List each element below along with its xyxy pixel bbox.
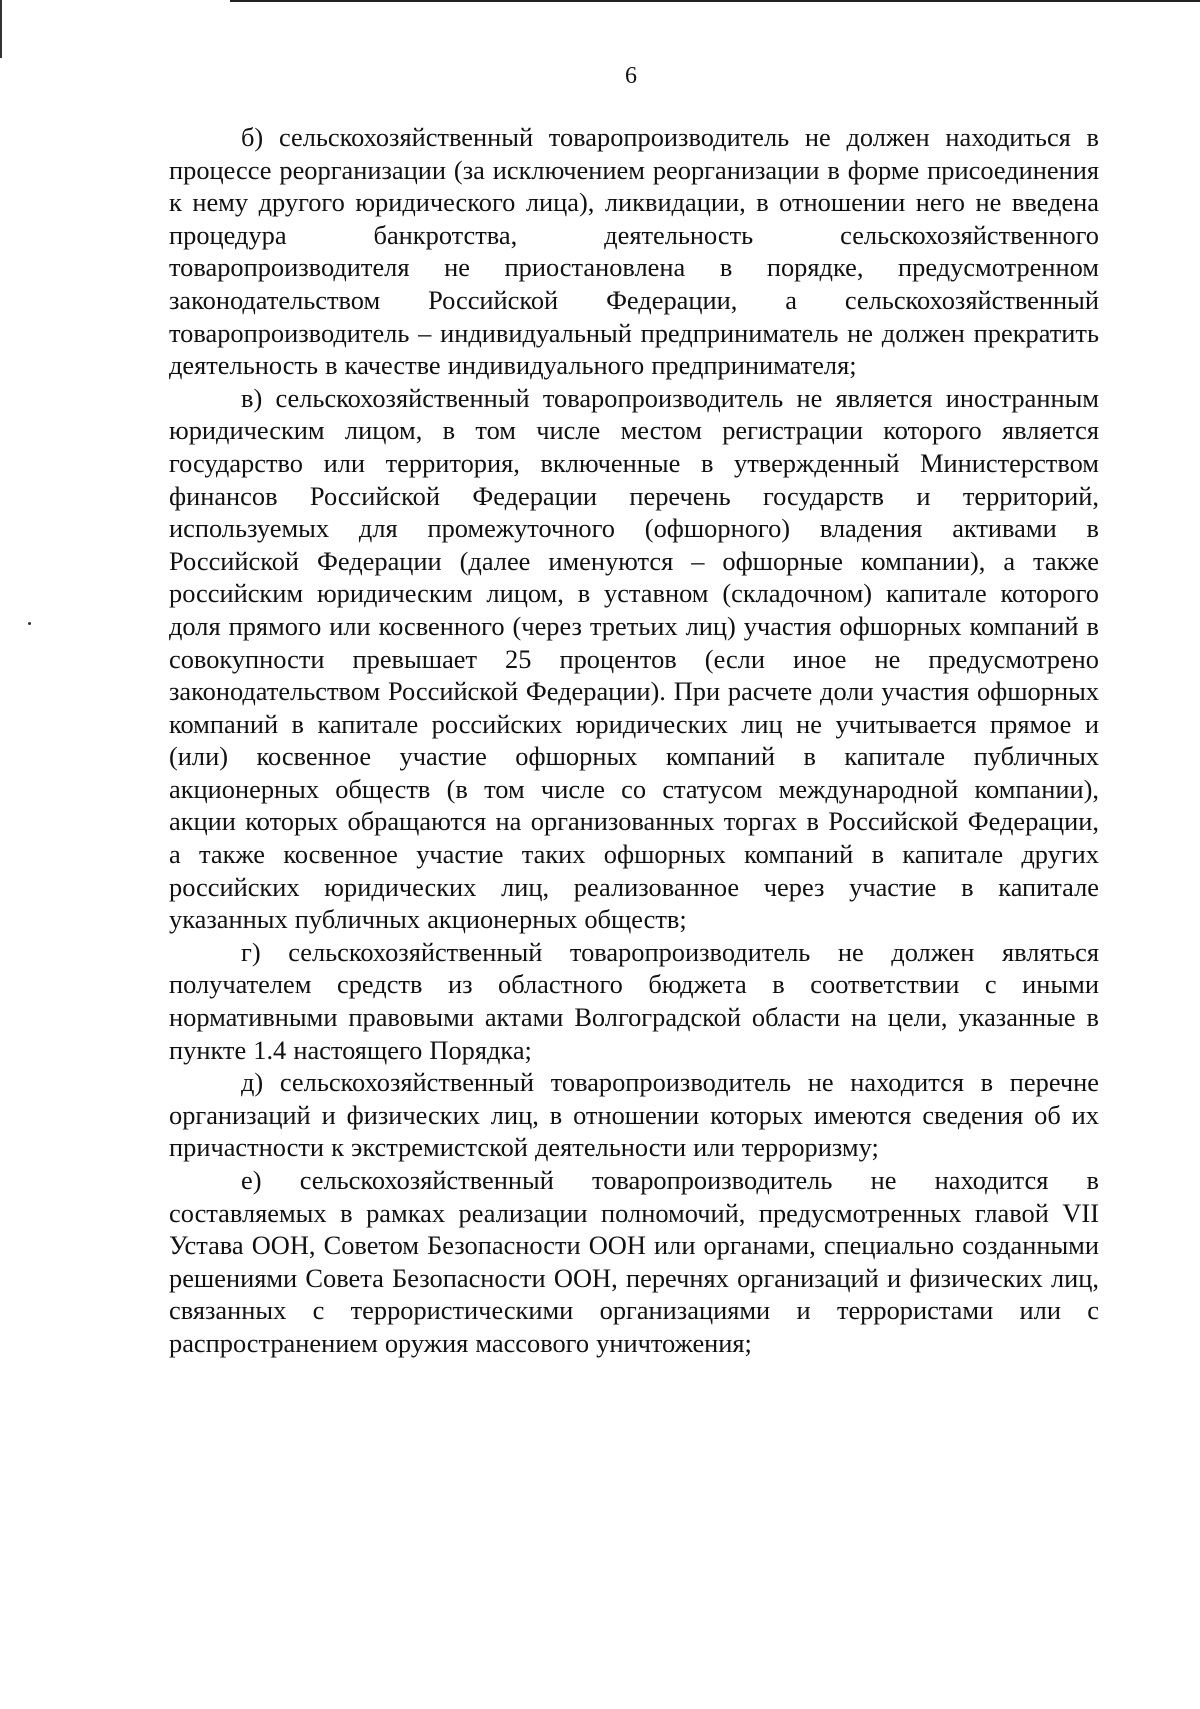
paragraph-d: д) сельскохозяйственный товаропроизводитель не находится в перечне организаций и физических лиц, в отношении которых имеются сведения об их причастности к экстремистской деятельности или терроризму; (169, 1067, 1099, 1163)
paragraph-b: б) сельскохозяйственный товаропроизводитель не должен находиться в процессе реорганизации (за исключением реорганизации в форме присоединения к нему другого юридического лица), ликвидации, в отношении него не введена процедура банкротства, деятельность сельскохозяйственного товаропроизводителя не приостановлена в порядке, предусмотренном законодательством Российской Федерации, а сельскохозяйственный товаропроизводитель – индивидуальный предприниматель не должен прекратить деятельность в качестве индивидуального предпринимателя; (169, 122, 1099, 381)
scan-speck (28, 622, 31, 625)
scan-edge-top (230, 0, 1200, 2)
paragraph-e: е) сельскохозяйственный товаропроизводитель не находится в составляемых в рамках реализации полномочий, предусмотренных главой VII Устава ООН, Советом Безопасности ООН или органами, специально созданными решениями Совета Безопасности ООН, перечнях организаций и физических лиц, связанных с террористическими организациями и террористами или с распространением оружия массового уничтожения; (169, 1165, 1099, 1358)
document-body (169, 121, 1099, 1360)
scan-edge-left (0, 0, 2, 58)
page-number: 6 (625, 63, 637, 89)
paragraph-g: г) сельскохозяйственный товаропроизводитель не должен являться получателем средств из областного бюджета в соответствии с иными нормативными правовыми актами Волгоградской области на цели, указанные в пункте 1.4 настоящего Порядка; (169, 936, 1099, 1065)
paragraph-v: в) сельскохозяйственный товаропроизводитель не является иностранным юридическим лицом, в том числе местом регистрации которого является государство или территория, включенные в утвержденный Министерством финансов Российской Федерации перечень государств и территорий, используемых для промежуточного (офшорного) владения активами в Российской Федерации (далее именуются – офшорные компании), а также российским юридическим лицом, в уставном (складочном) капитале которого доля прямого или косвенного (через третьих лиц) участия офшорных компаний в совокупности превышает 25 процентов (если иное не предусмотрено законодательством Российской Федерации). При расчете доли участия офшорных компаний в капитале российских юридических лиц не учитывается прямое и (или) косвенное участие офшорных компаний в капитале публичных акционерных обществ (в том числе со статусом международной компании), акции которых обращаются на организованных торгах в Российской Федерации, а также косвенное участие таких офшорных компаний в капитале других российских юридических лиц, реализованное через участие в капитале указанных публичных акционерных обществ; (169, 382, 1099, 935)
